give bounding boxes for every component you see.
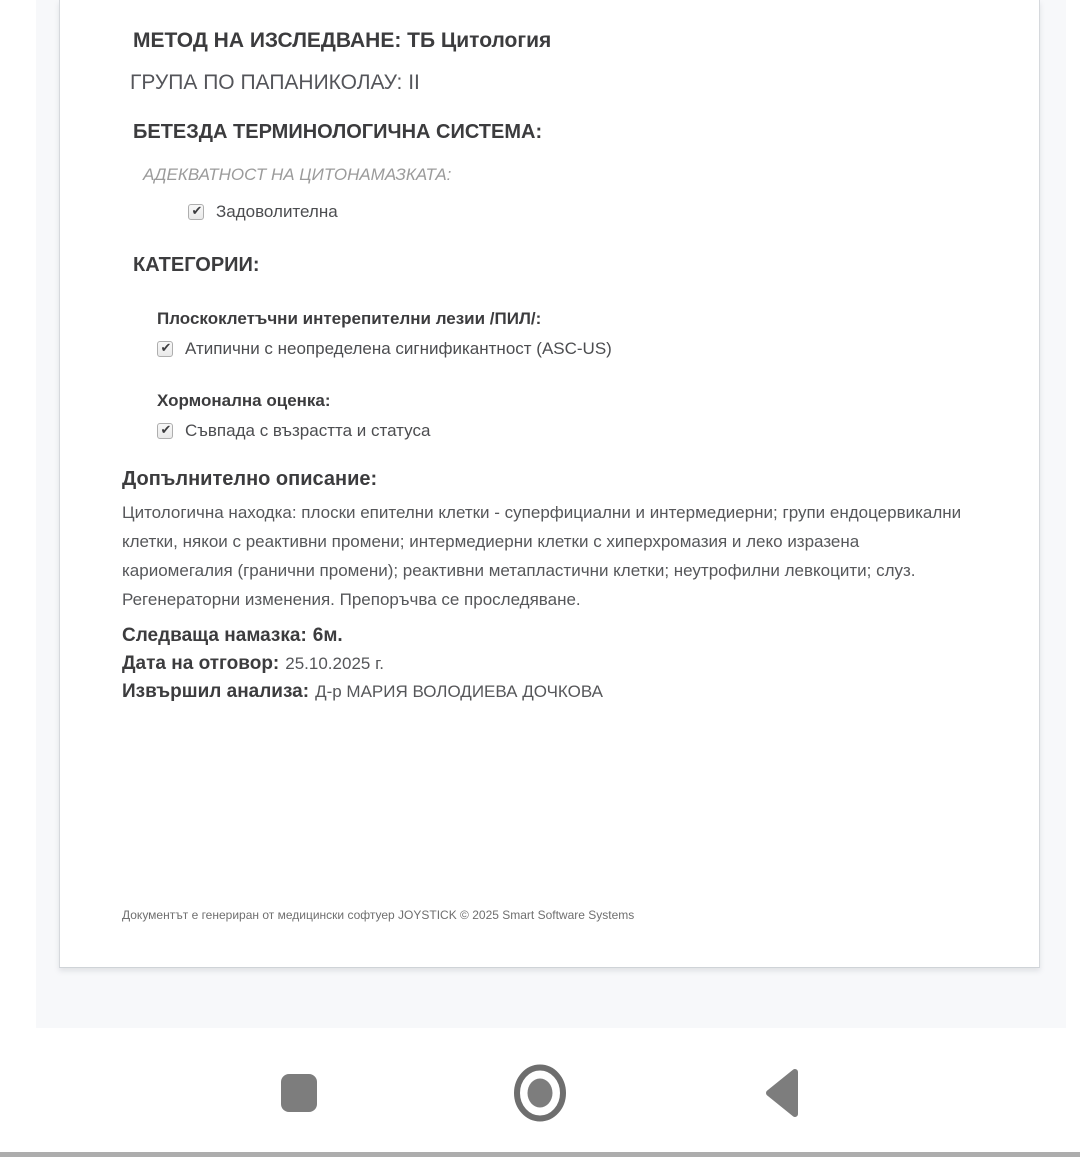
adequacy-label: АДЕКВАТНОСТ НА ЦИТОНАМАЗКАТА: — [143, 165, 452, 184]
analyst-line — [122, 679, 969, 705]
next-smear-label: Следваща намазка: — [122, 625, 307, 646]
additional-description-text: Цитологична находка: плоски епителни клетки - суперфициални и интермедиерни; групи ендоцервикални клетки, някои с реактивни промени; интермедиерни клетки с хиперхромазия и леко изразена кариомегалия (гранични промени); реактивни метапластични клетки; неутрофилни левкоцити; слуз. Регенераторни изменения. Препоръчва се проследяване. — [122, 503, 962, 609]
checkmark-icon: ✔ — [191, 203, 203, 218]
checkmark-icon: ✔ — [160, 340, 172, 355]
report-card — [59, 0, 1040, 968]
generated-by-note: Документът е генериран от медицински софтуер JOYSTICK © 2025 Smart Software Systems — [122, 908, 635, 922]
android-navigation-bar — [0, 1028, 1080, 1157]
document-viewer — [36, 0, 1066, 1028]
group-title-pil: Плоскоклетъчни интерепителни лезии /ПИЛ/: — [157, 309, 542, 328]
checkmark-icon: ✔ — [160, 422, 172, 437]
group-hormonal-option-row — [157, 420, 969, 442]
circle-icon — [513, 1064, 567, 1122]
report-content — [60, 28, 1039, 705]
square-icon — [280, 1073, 318, 1113]
answer-date-line — [122, 651, 969, 677]
pap-group-line: ГРУПА ПО ПАПАНИКОЛАУ: II — [130, 71, 420, 94]
checkbox-checked[interactable] — [188, 204, 204, 220]
adequacy-option-row — [188, 201, 969, 223]
group-pil-option-row — [157, 338, 969, 360]
recents-button[interactable] — [280, 1073, 318, 1113]
analyst-label: Извършил анализа: — [122, 681, 310, 702]
checkbox-checked[interactable] — [157, 341, 173, 357]
next-smear-line — [122, 623, 969, 649]
adequacy-option-label: Задоволителна — [216, 202, 338, 221]
screen-bottom-strip — [0, 1152, 1080, 1157]
back-button[interactable] — [762, 1067, 800, 1119]
bethesda-heading: БЕТЕЗДА ТЕРМИНОЛОГИЧНА СИСТЕМА: — [133, 121, 543, 143]
checkbox-checked[interactable] — [157, 423, 173, 439]
home-button[interactable] — [513, 1064, 567, 1122]
answer-date-label: Дата на отговор: — [122, 653, 280, 674]
answer-date-value: 25.10.2025 г. — [285, 654, 384, 673]
additional-description-heading: Допълнително описание: — [122, 468, 378, 490]
group-pil-option-label: Атипични с неопределена сигнификантност (ASC-US) — [185, 339, 612, 358]
categories-heading: КАТЕГОРИИ: — [133, 254, 260, 276]
group-title-hormonal: Хормонална оценка: — [157, 391, 331, 410]
analyst-value: Д-р МАРИЯ ВОЛОДИЕВА ДОЧКОВА — [315, 682, 603, 701]
method-heading: МЕТОД НА ИЗСЛЕДВАНЕ: ТБ Цитология — [133, 29, 552, 52]
group-hormonal-option-label: Съвпада с възрастта и статуса — [185, 421, 431, 440]
next-smear-value: 6м. — [312, 625, 343, 646]
triangle-left-icon — [762, 1067, 800, 1119]
